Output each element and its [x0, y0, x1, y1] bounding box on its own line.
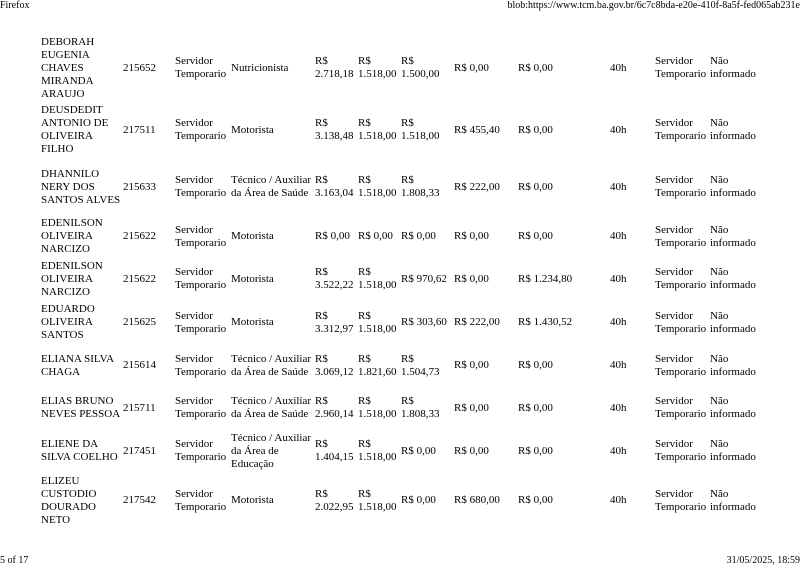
amount-4: R$ 0,00 [454, 359, 489, 371]
employment-type: Servidor Temporario [175, 395, 227, 420]
employee-name: DEBORAH EUGENIA CHAVES MIRANDA ARAUJO [41, 35, 95, 100]
amount-3: R$ 1.808,33 [401, 174, 440, 199]
amount-2: R$ 1.518,00 [358, 487, 397, 513]
amount-3: R$ 1.500,00 [401, 55, 440, 80]
amount-1: R$ 1.404,15 [315, 438, 354, 463]
amount-1: R$ 3.069,12 [315, 352, 354, 378]
amount-4: R$ 0,00 [454, 272, 489, 285]
amount-2: R$ 1.518,00 [358, 309, 397, 335]
amount-3: R$ 1.808,33 [401, 395, 440, 420]
amount-4: R$ 0,00 [454, 444, 489, 457]
job-title: Técnico / Auxiliar da Área de Educação [231, 431, 312, 470]
job-title: Técnico / Auxiliar da Área de Saúde [231, 395, 312, 420]
amount-2: R$ 1.518,00 [358, 174, 397, 199]
amount-1: R$ 2.718,18 [315, 55, 354, 80]
table-row [0, 258, 800, 300]
amount-2: R$ 1.518,00 [358, 266, 397, 291]
registration-number: 215633 [123, 180, 156, 193]
page-number: 5 of 17 [0, 555, 29, 566]
employee-name: ELIENE DA SILVA COELHO [41, 438, 118, 463]
work-hours: 40h [610, 316, 627, 328]
job-title: Motorista [231, 230, 274, 242]
employment-bond: Servidor Temporario [655, 395, 707, 420]
table-row [0, 473, 800, 528]
employment-bond: Servidor Temporario [655, 487, 707, 513]
job-title: Técnico / Auxiliar da Área de Saúde [231, 174, 312, 199]
employee-name: DHANNILO NERY DOS SANTOS ALVES [41, 167, 121, 206]
document-url: blob:https://www.tcm.ba.gov.br/6c7c8bda-e20e-410f-8a5f-fed065ab231e [507, 0, 800, 11]
registration-number: 215711 [123, 401, 156, 414]
employment-type: Servidor Temporario [175, 117, 227, 142]
table-row [0, 430, 800, 472]
amount-1: R$ 0,00 [315, 230, 350, 242]
job-title: Motorista [231, 494, 274, 506]
employee-name: EDENILSON OLIVEIRA NARCIZO [41, 259, 103, 298]
work-hours: 40h [610, 123, 627, 136]
employment-bond: Servidor Temporario [655, 117, 707, 142]
employment-bond: Servidor Temporario [655, 55, 707, 80]
amount-3: R$ 0,00 [401, 230, 436, 242]
work-hours: 40h [610, 230, 627, 242]
employment-bond: Servidor Temporario [655, 174, 707, 199]
employment-bond: Servidor Temporario [655, 266, 707, 291]
job-title: Técnico / Auxiliar da Área de Saúde [231, 352, 312, 378]
employee-name: ELIZEU CUSTODIO DOURADO NETO [41, 474, 97, 526]
table-row [0, 345, 800, 386]
amount-5: R$ 0,00 [518, 61, 553, 74]
amount-4: R$ 0,00 [454, 401, 489, 414]
registration-number: 217451 [123, 444, 156, 457]
amount-3: R$ 1.518,00 [401, 117, 440, 142]
observation: Não informado [710, 438, 756, 463]
amount-5: R$ 1.234,80 [518, 272, 573, 285]
observation: Não informado [710, 309, 756, 335]
employment-bond: Servidor Temporario [655, 352, 707, 378]
amount-5: R$ 0,00 [518, 123, 553, 136]
amount-5: R$ 0,00 [518, 444, 553, 457]
amount-4: R$ 222,00 [454, 316, 500, 328]
employment-type: Servidor Temporario [175, 487, 227, 513]
employee-name: EDUARDO OLIVEIRA SANTOS [41, 303, 95, 341]
table-row [0, 301, 800, 344]
table-row [0, 102, 800, 158]
employee-name: EDENILSON OLIVEIRA NARCIZO [41, 217, 103, 255]
amount-1: R$ 2.022,95 [315, 487, 354, 513]
amount-5: R$ 0,00 [518, 494, 553, 506]
work-hours: 40h [610, 180, 627, 193]
job-title: Nutricionista [231, 61, 289, 74]
employee-name: DEUSDEDIT ANTONIO DE OLIVEIRA FILHO [41, 104, 109, 155]
job-title: Motorista [231, 316, 274, 328]
work-hours: 40h [610, 401, 627, 414]
print-datetime: 31/05/2025, 18:59 [726, 555, 800, 566]
table-row [0, 216, 800, 257]
amount-1: R$ 3.522,22 [315, 266, 354, 291]
employment-type: Servidor Temporario [175, 352, 227, 378]
amount-4: R$ 0,00 [454, 230, 489, 242]
amount-1: R$ 3.312,97 [315, 309, 354, 335]
employment-type: Servidor Temporario [175, 223, 227, 249]
employee-name: ELIANA SILVA CHAGA [41, 352, 114, 378]
observation: Não informado [710, 352, 756, 378]
registration-number: 215652 [123, 61, 156, 74]
registration-number: 217542 [123, 494, 156, 506]
amount-5: R$ 0,00 [518, 180, 553, 193]
amount-4: R$ 0,00 [454, 61, 489, 74]
work-hours: 40h [610, 494, 627, 506]
work-hours: 40h [610, 444, 627, 457]
job-title: Motorista [231, 272, 274, 285]
amount-1: R$ 3.163,04 [315, 174, 354, 199]
registration-number: 215622 [123, 230, 156, 242]
table-row [0, 387, 800, 429]
observation: Não informado [710, 223, 756, 249]
amount-2: R$ 1.518,00 [358, 117, 397, 142]
observation: Não informado [710, 266, 756, 291]
registration-number: 215614 [123, 359, 156, 371]
employment-type: Servidor Temporario [175, 309, 227, 335]
registration-number: 215622 [123, 272, 156, 285]
observation: Não informado [710, 117, 756, 142]
amount-4: R$ 222,00 [454, 180, 500, 193]
amount-3: R$ 303,60 [401, 316, 447, 328]
amount-5: R$ 0,00 [518, 401, 553, 414]
registration-number: 217511 [123, 123, 156, 136]
amount-5: R$ 0,00 [518, 359, 553, 371]
amount-4: R$ 455,40 [454, 123, 500, 136]
observation: Não informado [710, 395, 756, 420]
work-hours: 40h [610, 61, 627, 74]
amount-5: R$ 0,00 [518, 230, 553, 242]
amount-2: R$ 1.518,00 [358, 438, 397, 463]
amount-3: R$ 0,00 [401, 494, 436, 506]
amount-3: R$ 1.504,73 [401, 352, 440, 378]
amount-2: R$ 1.518,00 [358, 55, 397, 80]
table-row [0, 159, 800, 215]
table-row [0, 35, 800, 101]
employment-type: Servidor Temporario [175, 55, 227, 80]
amount-2: R$ 1.821,60 [358, 352, 397, 378]
observation: Não informado [710, 487, 756, 513]
registration-number: 215625 [123, 316, 156, 328]
amount-3: R$ 0,00 [401, 444, 436, 457]
employee-name: ELIAS BRUNO NEVES PESSOA [41, 395, 121, 420]
observation: Não informado [710, 55, 756, 80]
job-title: Motorista [231, 123, 274, 136]
amount-5: R$ 1.430,52 [518, 316, 573, 328]
work-hours: 40h [610, 359, 627, 371]
amount-2: R$ 1.518,00 [358, 395, 397, 420]
employment-type: Servidor Temporario [175, 174, 227, 199]
employment-bond: Servidor Temporario [655, 309, 707, 335]
amount-4: R$ 680,00 [454, 494, 500, 506]
browser-name: Firefox [0, 0, 30, 11]
employment-type: Servidor Temporario [175, 438, 227, 463]
amount-1: R$ 3.138,48 [315, 117, 354, 142]
employment-type: Servidor Temporario [175, 266, 227, 291]
amount-3: R$ 970,62 [401, 272, 447, 285]
work-hours: 40h [610, 272, 627, 285]
employment-bond: Servidor Temporario [655, 223, 707, 249]
observation: Não informado [710, 174, 756, 199]
employment-bond: Servidor Temporario [655, 438, 707, 463]
amount-2: R$ 0,00 [358, 230, 393, 242]
amount-1: R$ 2.960,14 [315, 395, 354, 420]
